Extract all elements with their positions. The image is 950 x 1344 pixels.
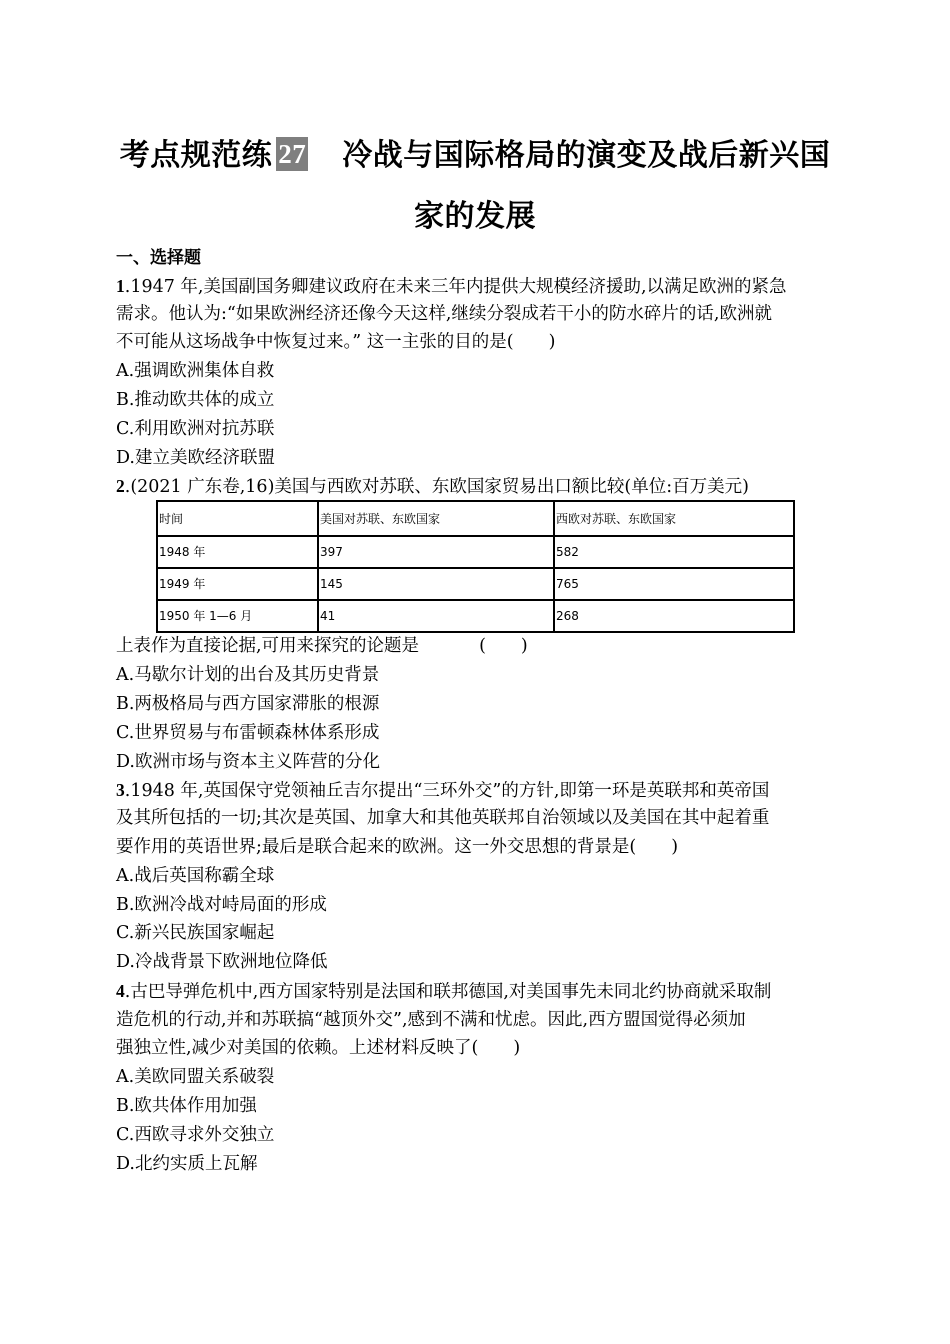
question-2-option-c: C.世界贸易与布雷顿森林体系形成 xyxy=(116,723,380,743)
question-3-option-a: A.战后英国称霸全球 xyxy=(116,866,275,886)
question-3-option-c: C.新兴民族国家崛起 xyxy=(116,923,275,943)
question-number: 2 xyxy=(116,476,125,496)
table-cell: 1950 年 1—6 月 xyxy=(157,600,318,632)
answer-bracket: ( ) xyxy=(479,636,528,656)
question-1-line-2: 需求。他认为:“如果欧洲经济还像今天这样,继续分裂成若干小的防水碎片的话,欧洲就 xyxy=(116,304,772,324)
question-number: 3 xyxy=(116,780,125,800)
table-cell: 765 xyxy=(554,568,794,600)
table-cell: 268 xyxy=(554,600,794,632)
page-title-line-1 xyxy=(100,134,850,178)
table-header-cell: 西欧对苏联、东欧国家 xyxy=(554,501,794,536)
question-1-option-d: D.建立美欧经济联盟 xyxy=(116,448,275,468)
question-2-option-b: B.两极格局与西方国家滞胀的根源 xyxy=(116,694,380,714)
question-1-line-1: 1.1947 年,美国副国务卿建议政府在未来三年内提供大规模经济援助,以满足欧洲的紧急 xyxy=(116,276,787,297)
question-4-option-c: C.西欧寻求外交独立 xyxy=(116,1125,275,1145)
question-4-line-2: 造危机的行动,并和苏联搞“越顶外交”,感到不满和忧虑。因此,西方盟国觉得必须加 xyxy=(116,1010,746,1030)
question-4-option-b: B.欧共体作用加强 xyxy=(116,1096,257,1116)
question-2-line-1: 2.(2021 广东卷,16)美国与西欧对苏联、东欧国家贸易出口额比较(单位:百万美元) xyxy=(116,476,749,497)
title-prefix: 考点规范练 xyxy=(119,138,273,173)
page-title-line-2: 家的发展 xyxy=(414,199,536,234)
question-4-line-3: 强独立性,减少对美国的依赖。上述材料反映了( ) xyxy=(116,1038,521,1058)
question-4-option-a: A.美欧同盟关系破裂 xyxy=(116,1067,275,1087)
question-3-option-b: B.欧洲冷战对峙局面的形成 xyxy=(116,895,327,915)
table-cell: 582 xyxy=(554,536,794,568)
question-number: 1 xyxy=(116,276,125,296)
question-2-option-d: D.欧洲市场与资本主义阵营的分化 xyxy=(116,752,380,772)
question-3-line-2: 及其所包括的一切;其次是英国、加拿大和其他英联邦自治领域以及美国在其中起着重 xyxy=(116,808,770,828)
question-3-line-3: 要作用的英语世界;最后是联合起来的欧洲。这一外交思想的背景是( ) xyxy=(116,837,679,857)
question-number: 4 xyxy=(116,981,125,1001)
table-row xyxy=(157,568,794,600)
table-cell: 1948 年 xyxy=(157,536,318,568)
question-1-option-a: A.强调欧洲集体自救 xyxy=(116,361,275,381)
question-2-prompt: 上表作为直接论据,可用来探究的论题是 ( ) xyxy=(116,636,528,656)
table-cell: 397 xyxy=(318,536,554,568)
table-row xyxy=(157,536,794,568)
question-1-line-3: 不可能从这场战争中恢复过来。” 这一主张的目的是( ) xyxy=(116,332,556,352)
question-1-option-b: B.推动欧共体的成立 xyxy=(116,390,275,410)
table-cell: 41 xyxy=(318,600,554,632)
question-4-line-1: 4.古巴导弹危机中,西方国家特别是法国和联邦德国,对美国事先未同北约协商就采取制 xyxy=(116,981,772,1002)
question-1-option-c: C.利用欧洲对抗苏联 xyxy=(116,419,275,439)
section-heading: 一、选择题 xyxy=(116,248,201,268)
question-2-option-a: A.马歇尔计划的出台及其历史背景 xyxy=(116,665,380,685)
question-3-line-1: 3.1948 年,英国保守党领袖丘吉尔提出“三环外交”的方针,即第一环是英联邦和英帝国 xyxy=(116,780,770,801)
table-header-row xyxy=(157,501,794,536)
exercise-number-badge: 27 xyxy=(278,139,307,169)
table-cell: 1949 年 xyxy=(157,568,318,600)
trade-export-table xyxy=(156,500,795,633)
title-main-line-1: 冷战与国际格局的演变及战后新兴国 xyxy=(342,138,831,173)
table-cell: 145 xyxy=(318,568,554,600)
table-row xyxy=(157,600,794,632)
question-4-option-d: D.北约实质上瓦解 xyxy=(116,1154,258,1174)
table-header-cell: 时间 xyxy=(157,501,318,536)
table-header-cell: 美国对苏联、东欧国家 xyxy=(318,501,554,536)
question-3-option-d: D.冷战背景下欧洲地位降低 xyxy=(116,952,328,972)
